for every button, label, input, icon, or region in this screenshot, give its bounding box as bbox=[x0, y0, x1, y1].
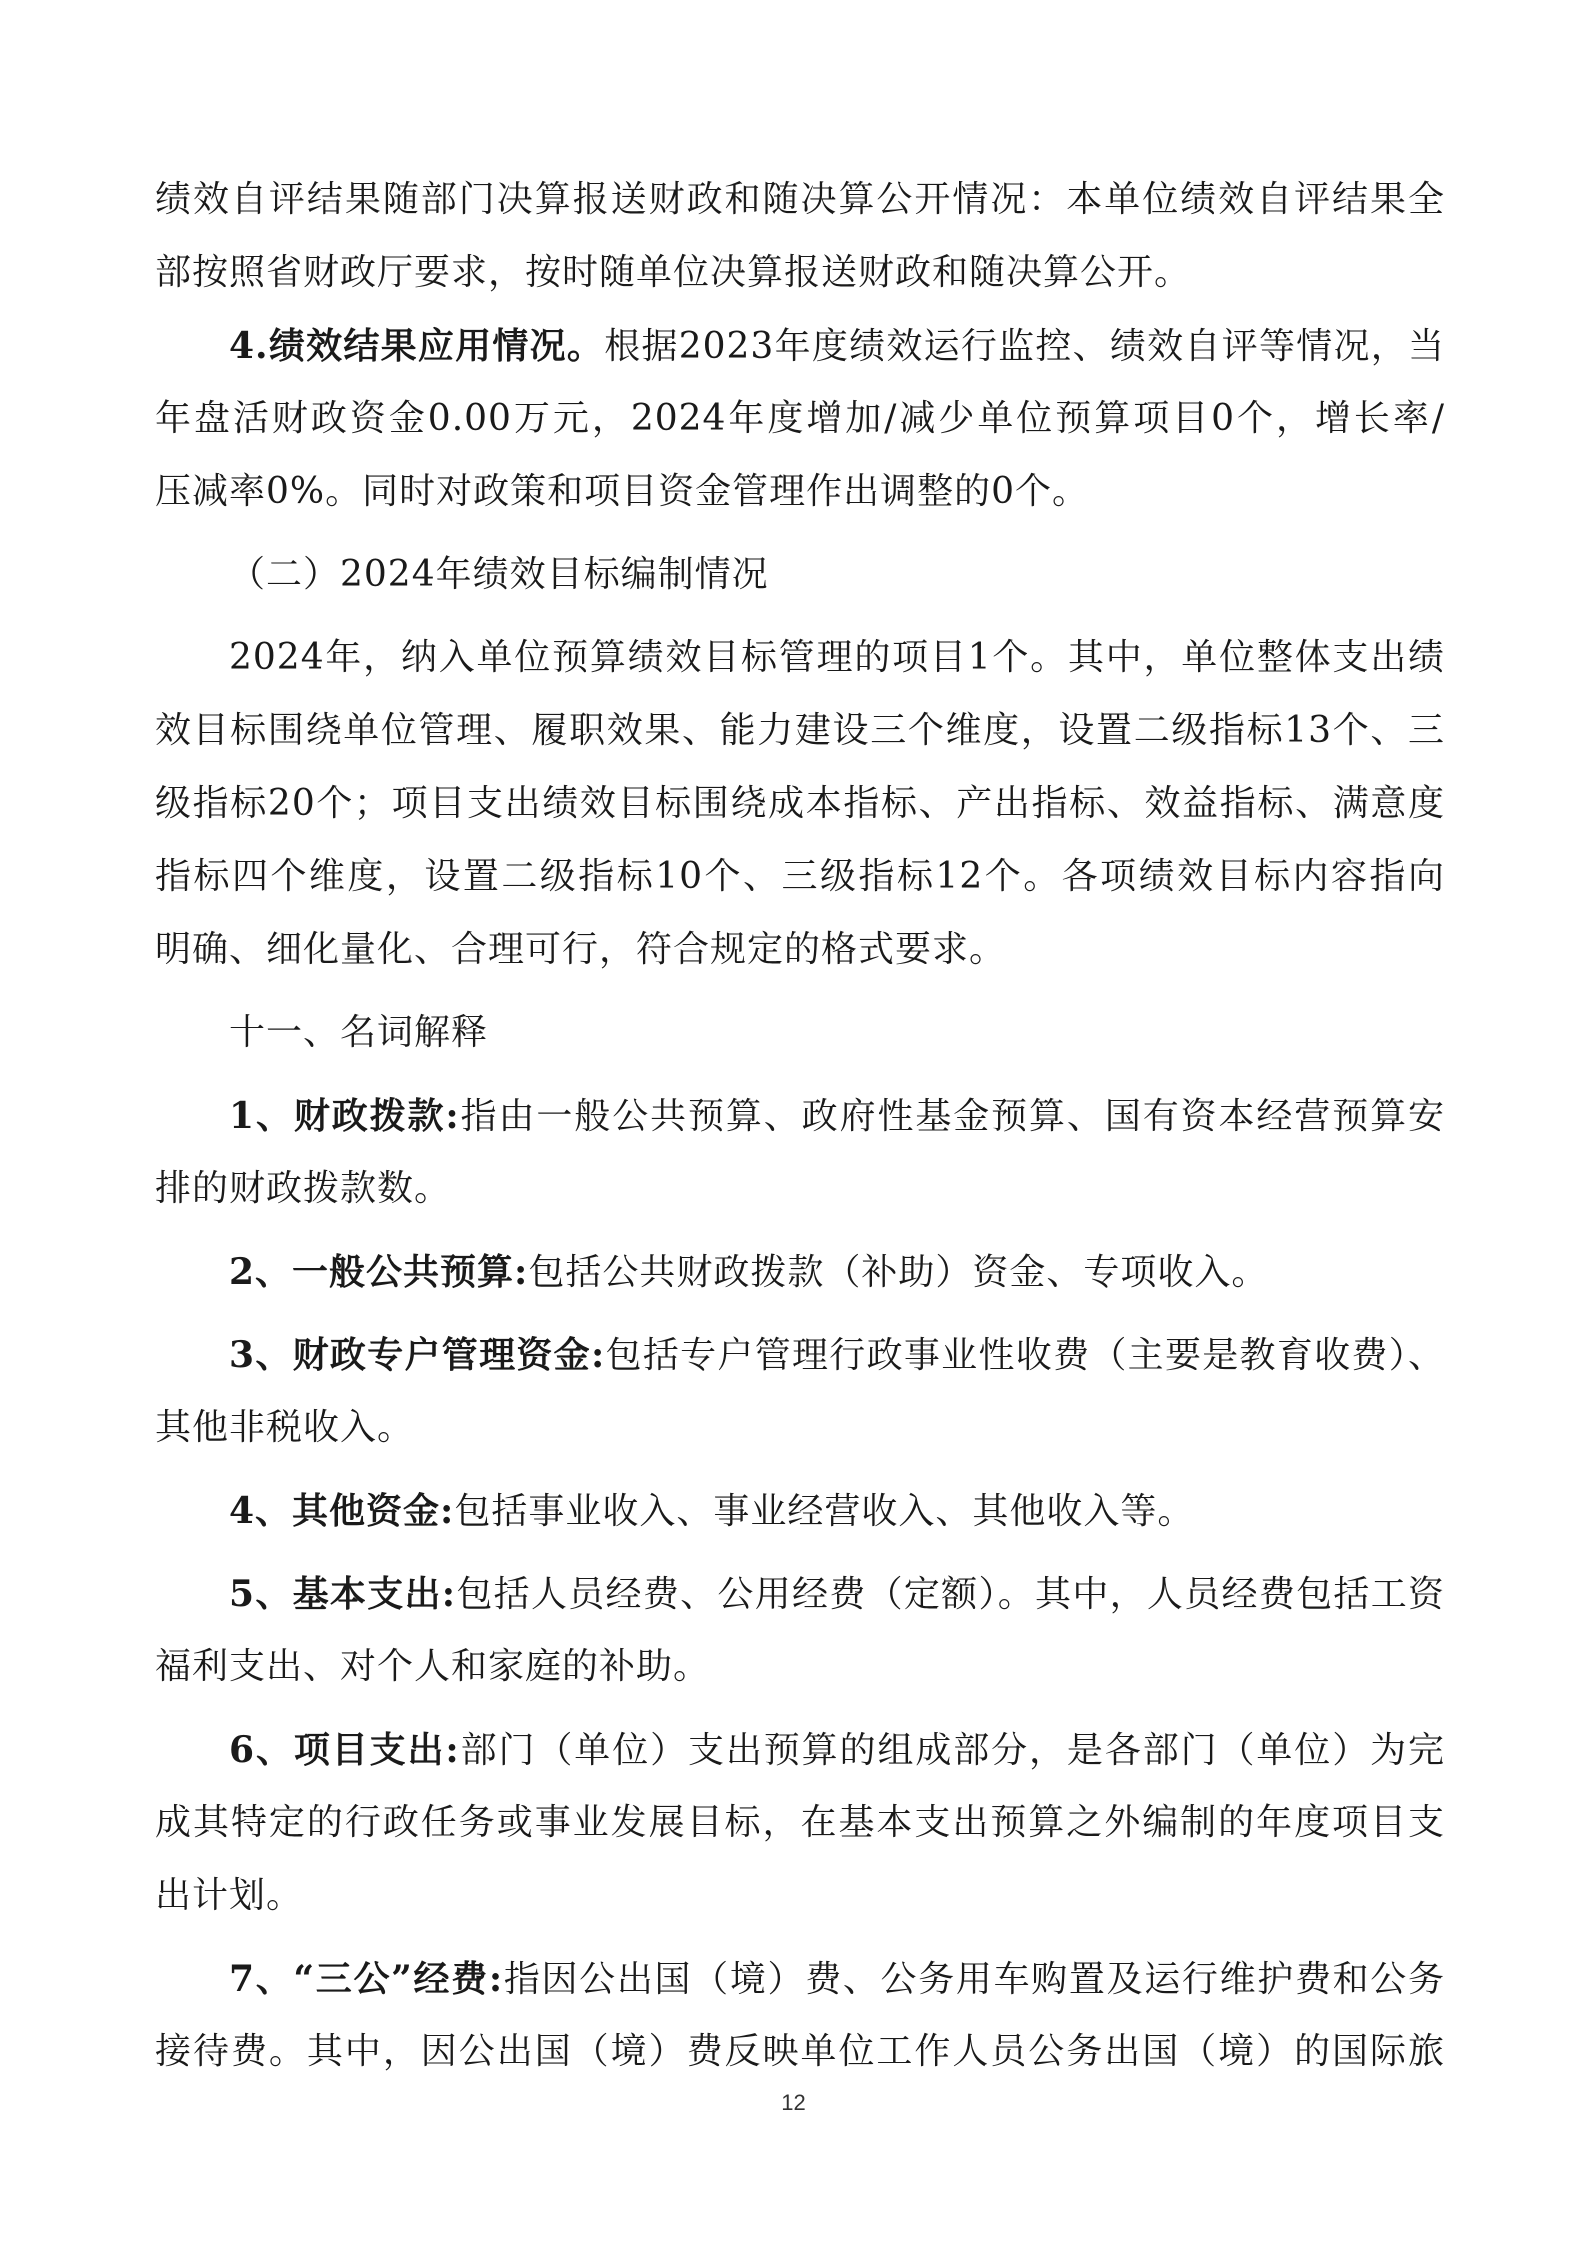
paragraph-line bbox=[229, 310, 1445, 382]
line-text: 指由一般公共预算、政府性基金预算、国有资本经营预算安 bbox=[459, 1096, 1445, 1137]
paragraph-line bbox=[155, 383, 1445, 455]
line-text: 明确、细化量化、合理可行，符合规定的格式要求。 bbox=[155, 929, 1007, 970]
line-text: 部按照省财政厅要求，按时随单位决算报送财政和随决算公开。 bbox=[155, 252, 1192, 293]
definition-line bbox=[229, 1943, 1445, 2015]
paragraph-line bbox=[155, 2016, 1445, 2088]
line-text: 包括专户管理行政事业性收费（主要是教育收费）、 bbox=[605, 1335, 1445, 1376]
paragraph-line bbox=[155, 768, 1445, 840]
section-heading bbox=[229, 997, 1445, 1069]
line-text: 成其特定的行政任务或事业发展目标，在基本支出预算之外编制的年度项目支 bbox=[155, 1802, 1445, 1843]
section-heading-text: 十一、名词解释 bbox=[229, 1012, 489, 1053]
line-text: 压减率0%。同时对政策和项目资金管理作出调整的0个。 bbox=[155, 471, 1090, 512]
definition-line bbox=[229, 1475, 1445, 1547]
line-text: 年盘活财政资金0.00万元，2024年度增加/减少单位预算项目0个，增长率/ bbox=[155, 398, 1445, 439]
line-text: 福利支出、对个人和家庭的补助。 bbox=[155, 1646, 711, 1687]
term-label: 2、一般公共预算: bbox=[229, 1251, 529, 1293]
line-text: 部门（单位）支出预算的组成部分，是各部门（单位）为完 bbox=[459, 1730, 1445, 1771]
line-text: 效目标围绕单位管理、履职效果、能力建设三个维度，设置二级指标13个、三 bbox=[155, 710, 1445, 751]
term-label: 5、基本支出: bbox=[229, 1573, 457, 1615]
line-text: 级指标20个；项目支出绩效目标围绕成本指标、产出指标、效益指标、满意度 bbox=[155, 783, 1445, 824]
definition-line bbox=[229, 1236, 1445, 1308]
definition-line bbox=[229, 1319, 1445, 1391]
paragraph-line bbox=[155, 695, 1445, 767]
paragraph-line bbox=[155, 237, 1445, 309]
line-text: 指因公出国（境）费、公务用车购置及运行维护费和公务 bbox=[503, 1959, 1445, 2000]
line-text: 排的财政拨款数。 bbox=[155, 1168, 452, 1209]
line-heading: 4.绩效结果应用情况。 bbox=[229, 325, 605, 367]
definition-line bbox=[229, 1558, 1445, 1630]
line-text: 根据2023年度绩效运行监控、绩效自评等情况，当 bbox=[604, 326, 1445, 367]
term-label: 6、项目支出: bbox=[229, 1729, 460, 1771]
line-text: 包括人员经费、公用经费（定额）。其中，人员经费包括工资 bbox=[456, 1574, 1445, 1615]
section-heading-text: （二）2024年绩效目标编制情况 bbox=[229, 554, 769, 595]
term-label: 3、财政专户管理资金: bbox=[229, 1334, 606, 1376]
paragraph-line bbox=[155, 841, 1445, 913]
line-text: 包括公共财政拨款（补助）资金、专项收入。 bbox=[528, 1252, 1269, 1293]
paragraph-line bbox=[155, 1392, 1445, 1464]
definition-line bbox=[229, 1714, 1445, 1786]
paragraph-line bbox=[155, 1860, 1445, 1932]
paragraph-line bbox=[155, 164, 1445, 236]
paragraph-line bbox=[229, 622, 1445, 694]
paragraph-line bbox=[155, 1631, 1445, 1703]
term-label: 7、“三公”经费: bbox=[229, 1958, 504, 2000]
section-heading bbox=[229, 539, 1445, 611]
paragraph-line bbox=[155, 1153, 1445, 1225]
line-text: 2024年，纳入单位预算绩效目标管理的项目1个。其中，单位整体支出绩 bbox=[229, 637, 1445, 678]
paragraph-line bbox=[155, 456, 1445, 528]
page-number: 12 bbox=[781, 2090, 806, 2115]
line-text: 出计划。 bbox=[155, 1875, 304, 1916]
definition-line bbox=[229, 1080, 1445, 1152]
line-text: 指标四个维度，设置二级指标10个、三级指标12个。各项绩效目标内容指向 bbox=[155, 856, 1445, 897]
line-text: 包括事业收入、事业经营收入、其他收入等。 bbox=[454, 1491, 1195, 1532]
line-text: 绩效自评结果随部门决算报送财政和随决算公开情况：本单位绩效自评结果全 bbox=[155, 179, 1445, 220]
line-text: 接待费。其中，因公出国（境）费反映单位工作人员公务出国（境）的国际旅 bbox=[155, 2031, 1445, 2072]
paragraph-line bbox=[155, 1787, 1445, 1859]
paragraph-line bbox=[155, 914, 1445, 986]
term-label: 4、其他资金: bbox=[229, 1490, 455, 1532]
term-label: 1、财政拨款: bbox=[229, 1095, 460, 1137]
line-text: 其他非税收入。 bbox=[155, 1407, 415, 1448]
